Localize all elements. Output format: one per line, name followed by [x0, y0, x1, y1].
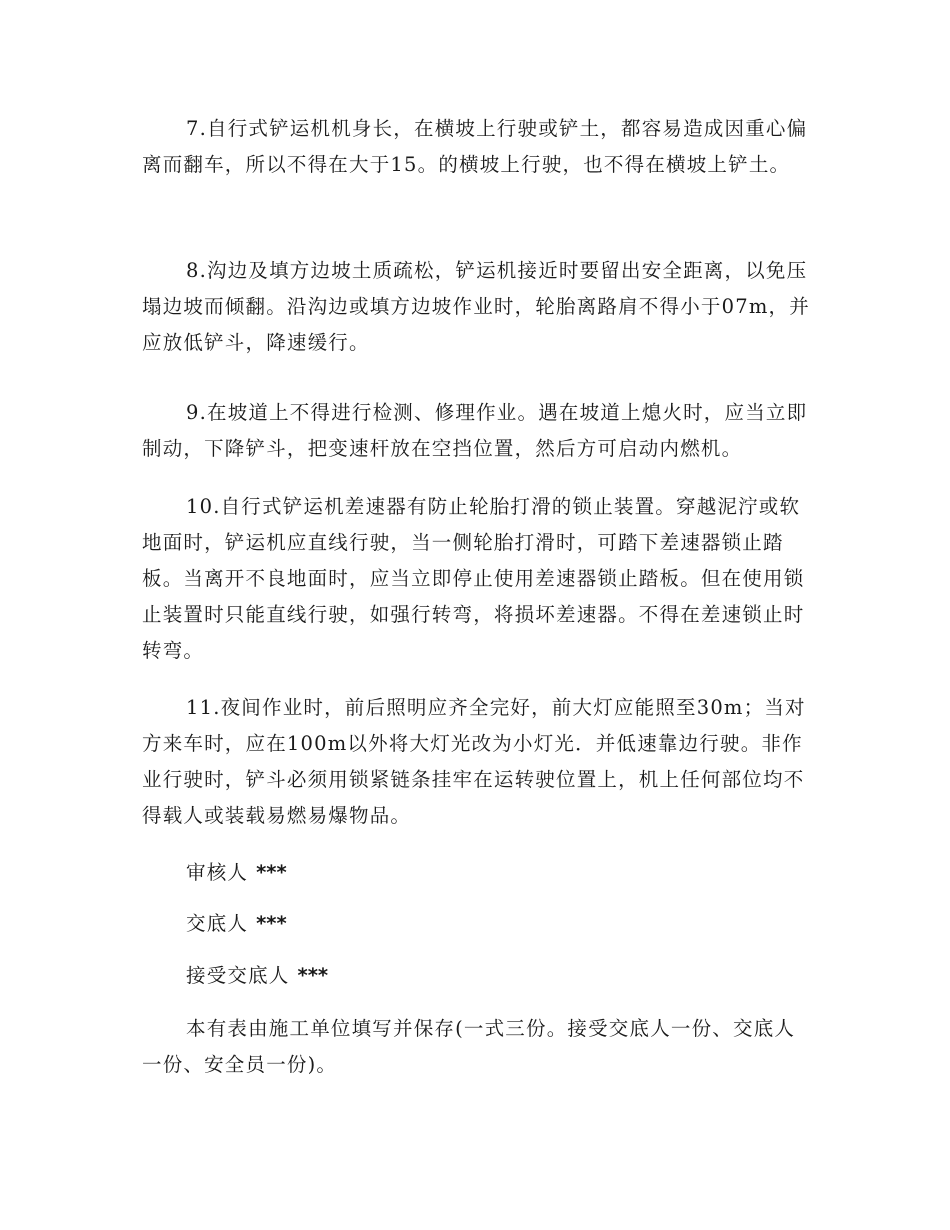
briefer-label: 交底人 — [186, 912, 249, 935]
clause-8: 8.沟边及填方边坡土质疏松，铲运机接近时要留出安全距离，以免压塌边坡而倾翻。沿沟边或填方边坡作业时，轮胎离路肩不得小于07m，并应放低铲斗，降速缓行。 — [142, 259, 810, 354]
recipient-line — [186, 958, 328, 994]
briefer-line — [186, 906, 287, 942]
clause-11: 11.夜间作业时，前后照明应齐全完好，前大灯应能照至30m；当对方来车时，应在100m以外将大灯光改为小灯光．并低速靠边行驶。非作业行驶时，铲斗必须用锁紧链条挂牢在运转驶位置上，机上任何部位均不得载人或装载易燃易爆物品。 — [142, 696, 806, 827]
recipient-value: *** — [297, 964, 329, 987]
clause-7: 7.自行式铲运机机身长，在横坡上行驶或铲土，都容易造成因重心偏离而翻车，所以不得在大于15。的横坡上行驶，也不得在横坡上铲土。 — [142, 117, 808, 176]
reviewer-label: 审核人 — [186, 861, 249, 884]
clause-9: 9.在坡道上不得进行检测、修理作业。遇在坡道上熄火时，应当立即制动，下降铲斗，把变速杆放在空挡位置，然后方可启动内燃机。 — [142, 401, 808, 460]
briefer-value: *** — [256, 912, 287, 935]
reviewer-line — [186, 855, 287, 891]
clause-10: 10.自行式铲运机差速器有防止轮胎打滑的锁止装置。穿越泥泞或软地面时，铲运机应直线行驶，当一侧轮胎打滑时，可踏下差速器锁止踏板。当离开不良地面时，应当立即停止使用差速器锁止踏板。但在使用锁止装置时只能直线行驶，如强行转弯，将损坏差速器。不得在差速锁止时转弯。 — [142, 495, 805, 662]
footnote: 本有表由施工单位填写并保存(一式三份。接受交底人一份、交底人一份、安全员一份)。 — [142, 1017, 796, 1076]
reviewer-value: *** — [256, 861, 287, 884]
recipient-label: 接受交底人 — [186, 964, 290, 987]
